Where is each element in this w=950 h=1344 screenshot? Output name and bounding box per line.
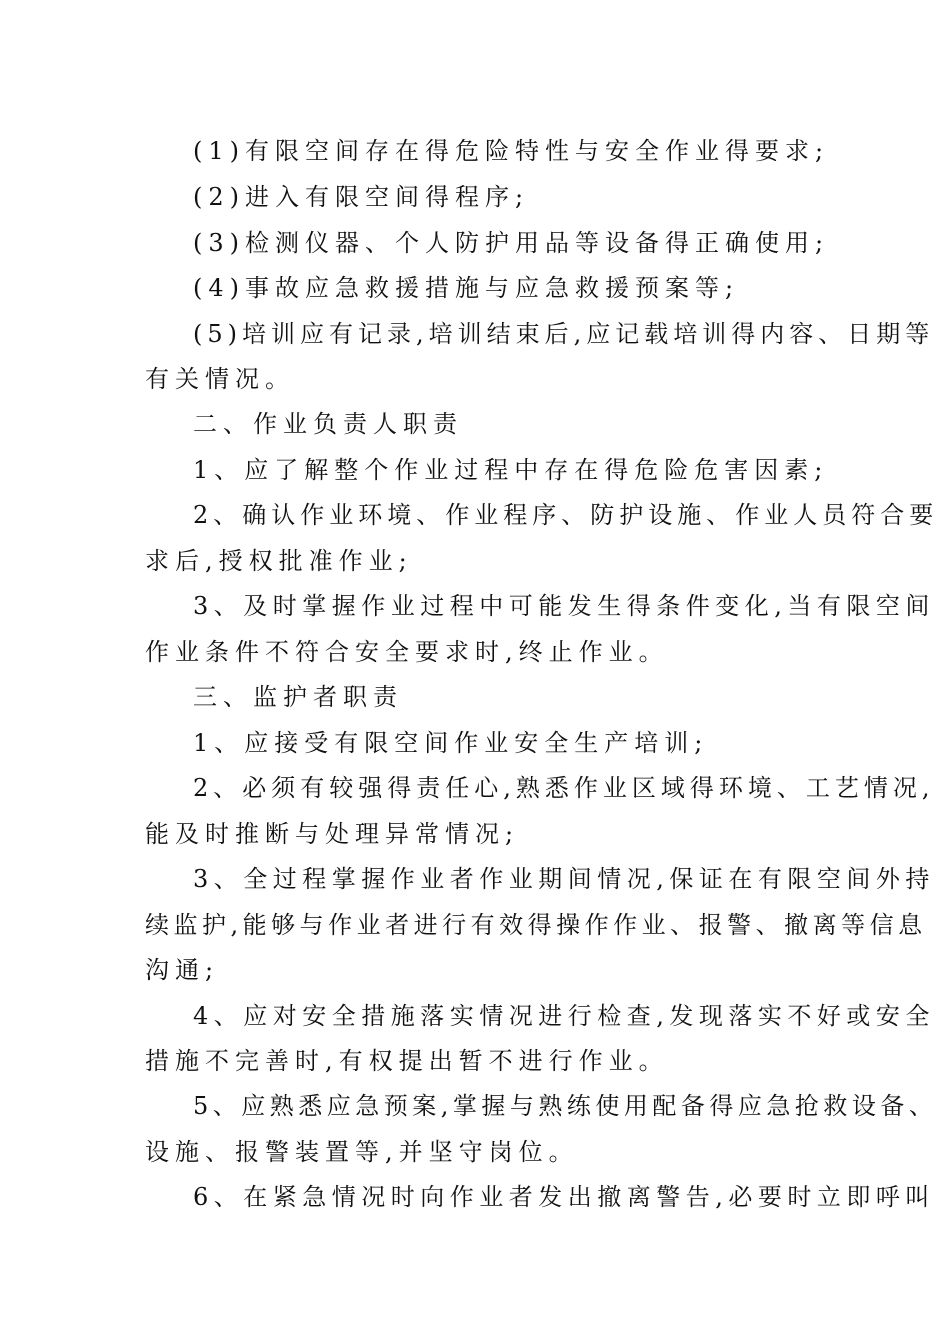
paragraph: 5、应熟悉应急预案,掌握与熟练使用配备得应急抢救设备、 xyxy=(193,1092,938,1120)
list-item-2: (2)进入有限空间得程序; xyxy=(193,183,530,211)
paragraph: 4、应对安全措施落实情况进行检查,发现落实不好或安全 xyxy=(193,1002,935,1030)
list-item-5-continued: 有关情况。 xyxy=(145,365,295,393)
paragraph-continued: 能及时推断与处理异常情况; xyxy=(145,820,520,848)
list-item-4: (4)事故应急救援措施与应急救援预案等; xyxy=(193,274,740,302)
paragraph-continued: 作业条件不符合安全要求时,终止作业。 xyxy=(145,638,669,666)
section-heading-3: 三、监护者职责 xyxy=(193,683,403,711)
paragraph: 1、应了解整个作业过程中存在得危险危害因素; xyxy=(193,456,829,484)
paragraph-continued: 措施不完善时,有权提出暂不进行作业。 xyxy=(145,1047,669,1075)
paragraph-continued: 求后,授权批准作业; xyxy=(145,547,413,575)
paragraph: 6、在紧急情况时向作业者发出撤离警告,必要时立即呼叫 xyxy=(193,1183,935,1211)
paragraph: 2、必须有较强得责任心,熟悉作业区域得环境、工艺情况, xyxy=(193,774,935,802)
list-item-3: (3)检测仪器、个人防护用品等设备得正确使用; xyxy=(193,229,830,257)
paragraph: 3、及时掌握作业过程中可能发生得条件变化,当有限空间 xyxy=(193,592,935,620)
paragraph: 1、应接受有限空间作业安全生产培训; xyxy=(193,729,709,757)
section-heading-2: 二、作业负责人职责 xyxy=(193,410,463,438)
paragraph-continued: 设施、报警装置等,并坚守岗位。 xyxy=(145,1138,579,1166)
paragraph: 2、确认作业环境、作业程序、防护设施、作业人员符合要 xyxy=(193,501,939,529)
paragraph-continued: 沟通; xyxy=(145,956,220,984)
paragraph: 3、全过程掌握作业者作业期间情况,保证在有限空间外持 xyxy=(193,865,935,893)
list-item-5: (5)培训应有记录,培训结束后,应记载培训得内容、日期等 xyxy=(193,320,935,348)
paragraph-continued: 续监护,能够与作业者进行有效得操作作业、报警、撤离等信息 xyxy=(145,911,927,939)
list-item-1: (1)有限空间存在得危险特性与安全作业得要求; xyxy=(193,137,830,165)
